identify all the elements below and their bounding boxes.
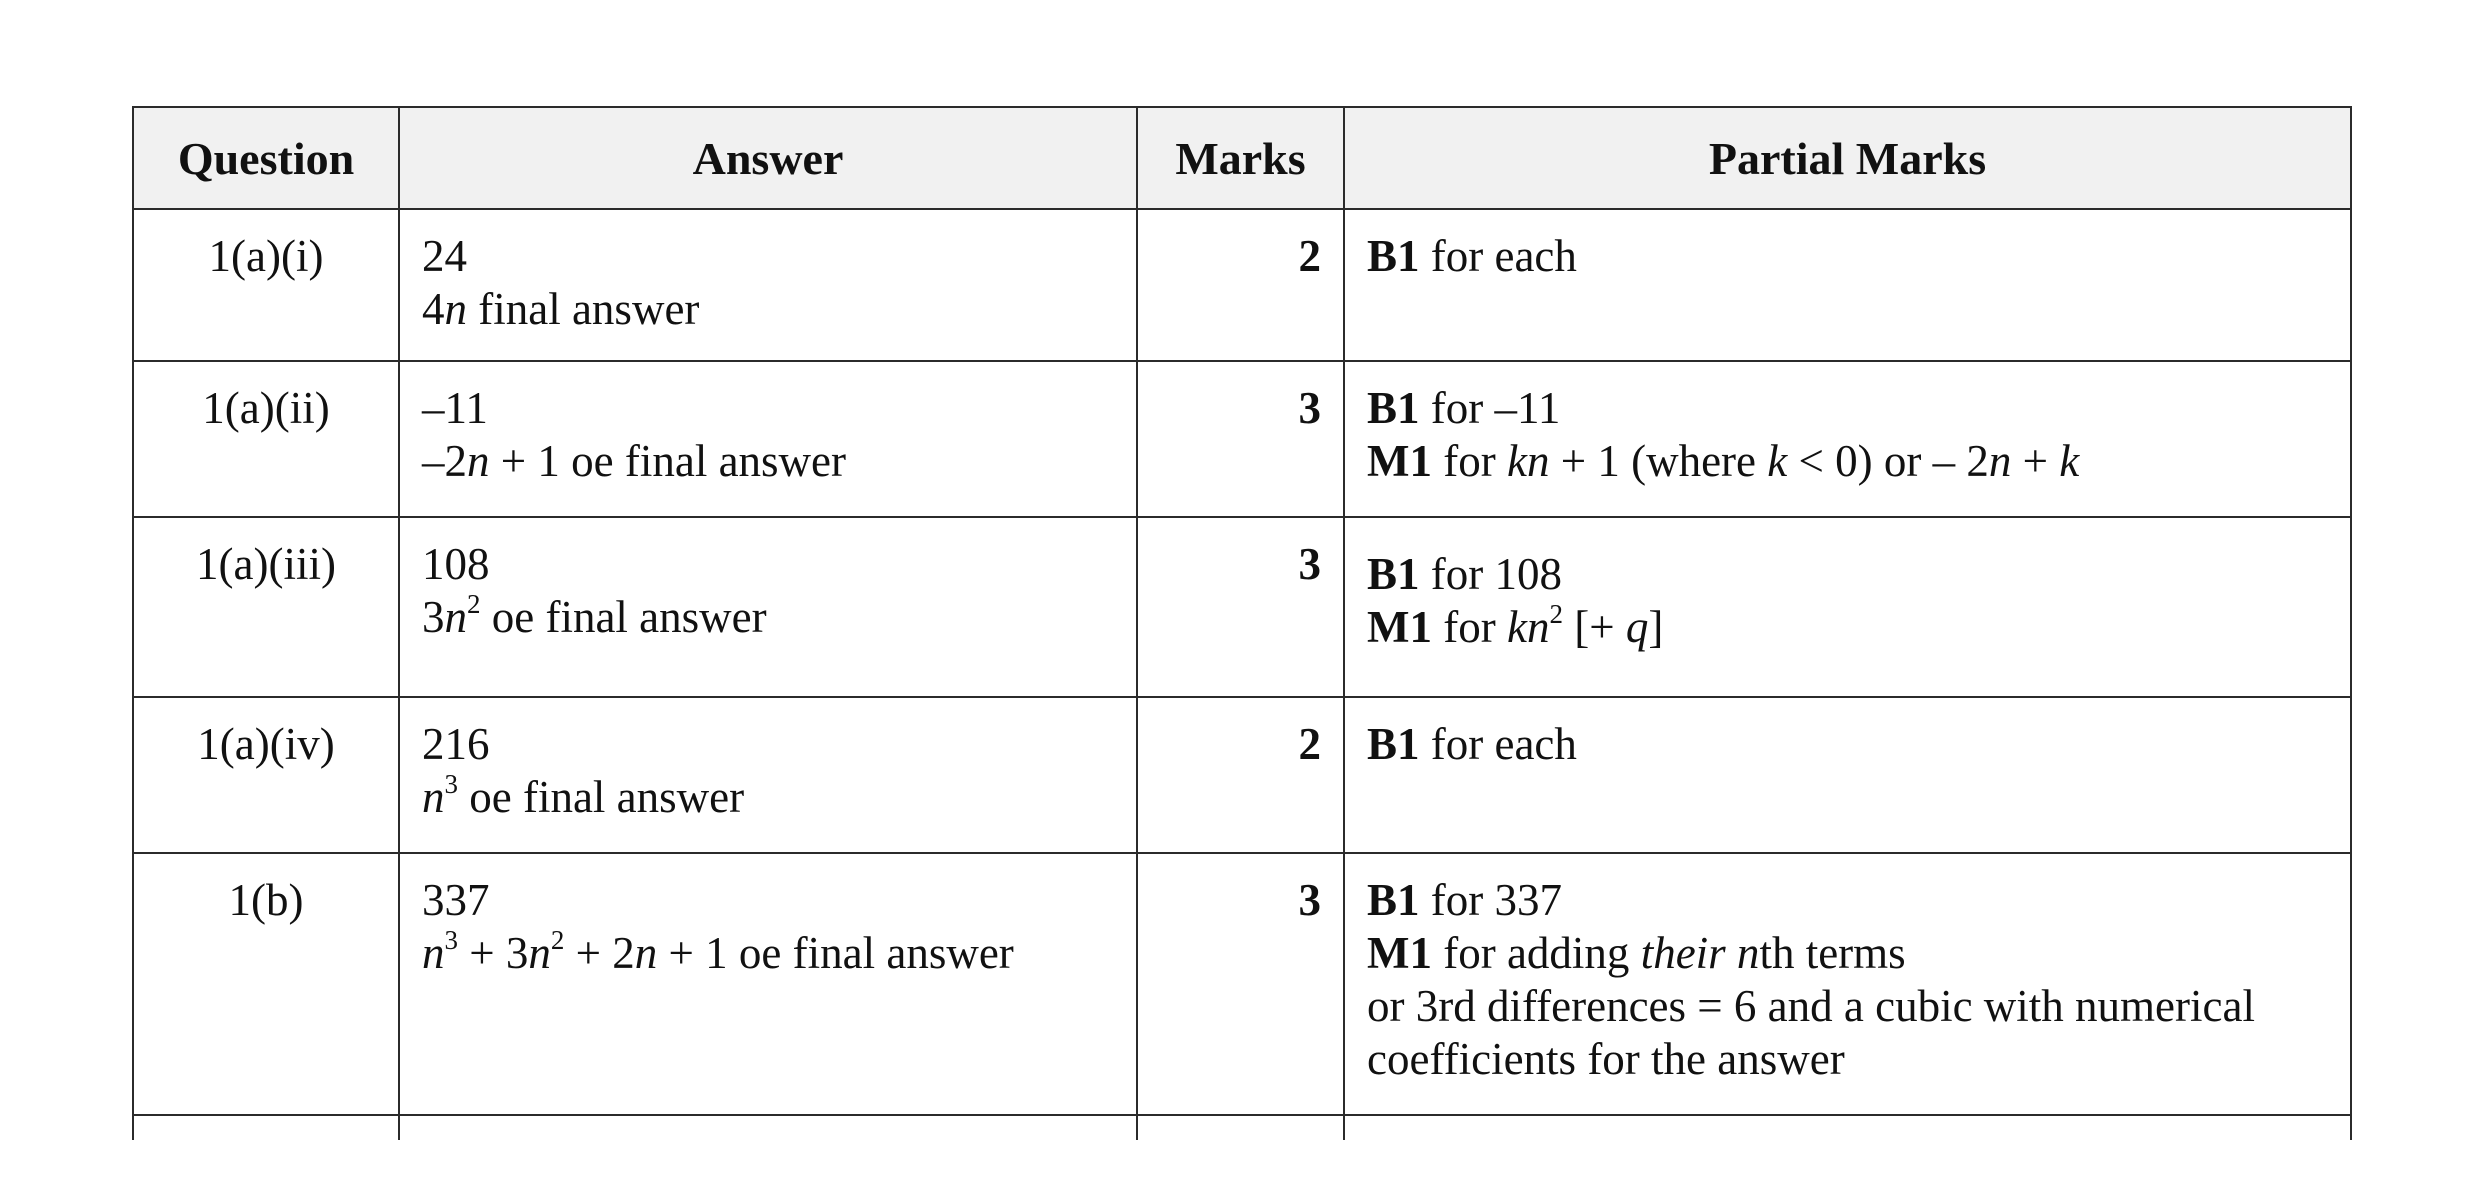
variable: n [528, 928, 551, 978]
variable: k [1767, 436, 1788, 486]
answer-text: –2 [422, 436, 467, 486]
partial-text: for –11 [1419, 383, 1561, 433]
partial-line [1367, 382, 2328, 435]
marks-cell: 2 [1137, 697, 1344, 853]
partial-line [1367, 435, 2328, 488]
table-header-row [133, 107, 2351, 209]
question-cell: 1(a)(iii) [133, 517, 399, 697]
table-row [133, 209, 2351, 361]
answer-line: 24 [422, 231, 467, 281]
continuation-cell [399, 1115, 1137, 1140]
table-row [133, 361, 2351, 517]
question-cell: 1(a)(ii) [133, 361, 399, 517]
answer-line [422, 771, 1114, 824]
table-row [133, 697, 2351, 853]
partial-text: ] [1648, 602, 1664, 652]
answer-cell [399, 697, 1137, 853]
exponent: 2 [1549, 599, 1563, 630]
header-question: Question [133, 107, 399, 209]
variable: k [2059, 436, 2080, 486]
mark-code: B1 [1367, 875, 1420, 925]
partial-text: for [1431, 602, 1507, 652]
partial-marks-cell [1344, 697, 2351, 853]
header-marks: Marks [1137, 107, 1344, 209]
answer-text: + 1 oe final answer [489, 436, 847, 486]
partial-text: + 1 (where [1549, 436, 1768, 486]
partial-text: for 108 [1419, 549, 1562, 599]
header-partial-marks: Partial Marks [1344, 107, 2351, 209]
partial-line [1367, 548, 2328, 601]
exponent: 2 [467, 589, 481, 620]
partial-marks-cell [1344, 517, 2351, 697]
mark-code: M1 [1367, 436, 1432, 486]
partial-text: th terms [1759, 928, 1906, 978]
exponent: 2 [550, 925, 565, 956]
answer-text: oe final answer [480, 592, 767, 642]
partial-text: for each [1419, 231, 1577, 281]
answer-line: 216 [422, 719, 490, 769]
answer-line [422, 435, 1114, 488]
answer-cell [399, 853, 1137, 1115]
partial-marks-cell [1344, 853, 2351, 1115]
answer-line [422, 591, 1114, 644]
partial-marks-cell [1344, 209, 2351, 361]
continuation-cell [133, 1115, 399, 1140]
variable: n [422, 772, 445, 822]
partial-text: [+ [1562, 602, 1626, 652]
answer-line: –11 [422, 383, 488, 433]
mark-code: B1 [1367, 549, 1420, 599]
marks-cell: 3 [1137, 853, 1344, 1115]
mark-code: M1 [1367, 928, 1432, 978]
partial-text: for [1431, 436, 1507, 486]
answer-cell [399, 361, 1137, 517]
mark-scheme-table [132, 106, 2352, 1140]
emphasis-text: their n [1640, 928, 1760, 978]
answer-line [422, 283, 1114, 336]
partial-line: coefficients for the answer [1367, 1034, 1845, 1084]
question-cell: 1(b) [133, 853, 399, 1115]
partial-line [1367, 718, 2328, 771]
answer-cell [399, 517, 1137, 697]
mark-code: M1 [1367, 602, 1432, 652]
mark-code: B1 [1367, 383, 1420, 433]
partial-text: for adding [1431, 928, 1641, 978]
marks-cell: 2 [1137, 209, 1344, 361]
variable: n [467, 436, 490, 486]
question-cell: 1(a)(iv) [133, 697, 399, 853]
partial-marks-cell [1344, 361, 2351, 517]
variable: n [634, 928, 658, 978]
mark-code: B1 [1367, 719, 1420, 769]
answer-line: 337 [422, 875, 490, 925]
partial-line [1367, 601, 2328, 654]
answer-cell [399, 209, 1137, 361]
answer-text: 3 [422, 592, 445, 642]
answer-text: + 1 oe final answer [657, 928, 1014, 978]
partial-line [1367, 874, 2328, 927]
table-continuation-row [133, 1115, 2351, 1140]
variable: n [1988, 436, 2012, 486]
variable: n [444, 592, 467, 642]
partial-line [1367, 230, 2328, 283]
exponent: 3 [444, 925, 458, 956]
partial-line: or 3rd differences = 6 and a cubic with numerical [1367, 981, 2255, 1031]
marks-cell: 3 [1137, 517, 1344, 697]
header-answer: Answer [399, 107, 1137, 209]
table-row [133, 853, 2351, 1115]
answer-text: final answer [467, 284, 700, 334]
variable: q [1625, 602, 1649, 652]
marks-cell: 3 [1137, 361, 1344, 517]
partial-text: < 0) or – 2 [1787, 436, 1989, 486]
variable: kn [1506, 436, 1550, 486]
answer-text: + 2 [564, 928, 635, 978]
variable: n [444, 284, 467, 334]
table-row [133, 517, 2351, 697]
answer-text: oe final answer [458, 772, 745, 822]
continuation-cell [1137, 1115, 1344, 1140]
partial-text: + [2011, 436, 2060, 486]
partial-line [1367, 927, 2328, 980]
answer-line [422, 927, 1114, 980]
answer-line: 108 [422, 539, 490, 589]
exponent: 3 [444, 769, 458, 800]
partial-text: for each [1419, 719, 1577, 769]
answer-text: 4 [422, 284, 445, 334]
question-cell: 1(a)(i) [133, 209, 399, 361]
mark-code: B1 [1367, 231, 1420, 281]
answer-text: + 3 [458, 928, 529, 978]
variable: kn [1506, 602, 1550, 652]
continuation-cell [1344, 1115, 2351, 1140]
variable: n [422, 928, 445, 978]
partial-text: for 337 [1419, 875, 1562, 925]
